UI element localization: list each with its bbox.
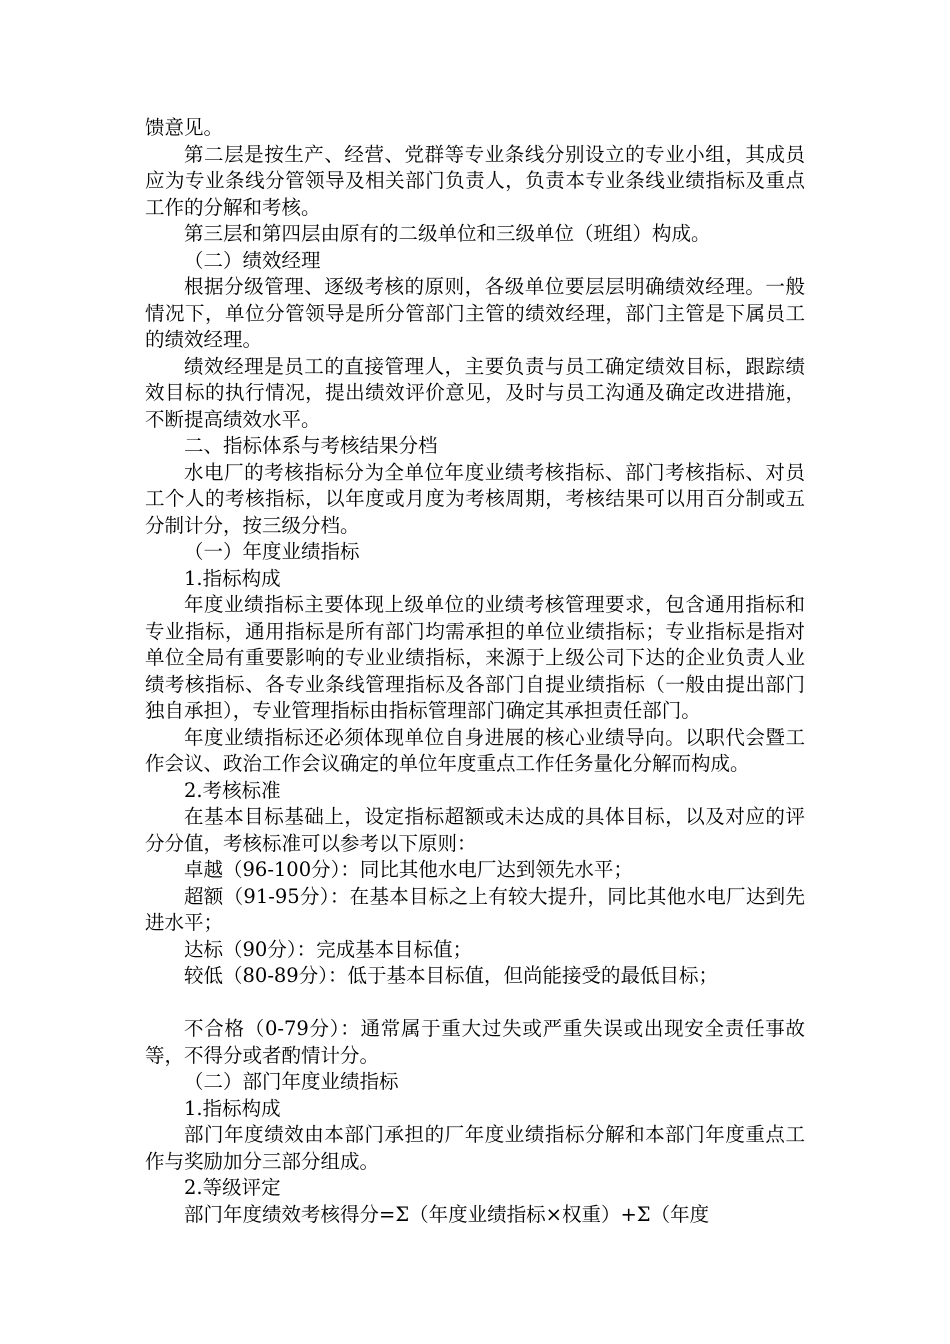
subsection-heading: 1.指标构成 [184, 566, 281, 590]
paragraph: 第二层是按生产、经营、党群等专业条线分别设立的专业小组，其成员应为专业条线分管领导及相关部门负责人，负责本专业条线业绩指标及重点工作的分解和考核。 [145, 142, 805, 219]
paragraph: 绩效经理是员工的直接管理人，主要负责与员工确定绩效目标，跟踪绩效目标的执行情况，提出绩效评价意见，及时与员工沟通及确定改进措施，不断提高绩效水平。 [145, 354, 805, 431]
paragraph: 水电厂的考核指标分为全单位年度业绩考核指标、部门考核指标、对员工个人的考核指标，以年度或月度为考核周期，考核结果可以用百分制或五分制计分，按三级分档。 [145, 460, 805, 537]
paragraph: 在基本目标基础上，设定指标超额或未达成的具体目标，以及对应的评分分值，考核标准可以参考以下原则： [145, 805, 805, 855]
section-heading: （一）年度业绩指标 [184, 540, 360, 563]
paragraph: 部门年度绩效由本部门承担的厂年度业绩指标分解和本部门年度重点工作与奖励加分三部分组成。 [145, 1123, 805, 1173]
subsection-heading: 2.等级评定 [184, 1176, 281, 1199]
grade-item: 较低（80-89分）：低于基本目标值，但尚能接受的最低目标； [184, 964, 718, 987]
section-heading: （二）部门年度业绩指标 [184, 1070, 399, 1093]
paragraph: 年度业绩指标主要体现上级单位的业绩考核管理要求，包含通用指标和专业指标，通用指标是所有部门均需承担的单位业绩指标；专业指标是指对单位全局有重要影响的专业业绩指标，来源于上级公司下达的企业负责人业绩考核指标、各专业条线管理指标及各部门自提业绩指标（一般由提出部门独自承担），专业管理指标由指标管理部门确定其承担责任部门。 [145, 593, 805, 722]
blank-line [145, 990, 805, 1017]
subsection-heading: 1.指标构成 [184, 1096, 281, 1120]
document-page [145, 115, 805, 1228]
grade-item: 不合格（0-79分）：通常属于重大过失或严重失误或出现安全责任事故等，不得分或者酌情计分。 [145, 1017, 805, 1067]
paragraph: 馈意见。 [145, 116, 224, 139]
grade-item: 超额（91-95分）：在基本目标之上有较大提升，同比其他水电厂达到先进水平； [145, 884, 805, 934]
paragraph: 年度业绩指标还必须体现单位自身进展的核心业绩导向。以职代会暨工作会议、政治工作会议确定的单位年度重点工作任务量化分解而构成。 [145, 725, 805, 775]
subsection-heading: 2.考核标准 [184, 778, 281, 802]
grade-item: 达标（90分）：完成基本目标值； [184, 937, 473, 961]
grade-item: 卓越（96-100分）：同比其他水电厂达到领先水平； [184, 858, 633, 881]
paragraph: 根据分级管理、逐级考核的原则，各级单位要层层明确绩效经理。一般情况下，单位分管领导是所分管部门主管的绩效经理，部门主管是下属员工的绩效经理。 [145, 275, 805, 351]
paragraph: 部门年度绩效考核得分=Σ（年度业绩指标×权重）+Σ（年度 [184, 1202, 710, 1226]
section-heading: （二）绩效经理 [184, 248, 321, 272]
section-heading: 二、指标体系与考核结果分档 [184, 434, 438, 457]
paragraph: 第三层和第四层由原有的二级单位和三级单位（班组）构成。 [184, 222, 711, 245]
